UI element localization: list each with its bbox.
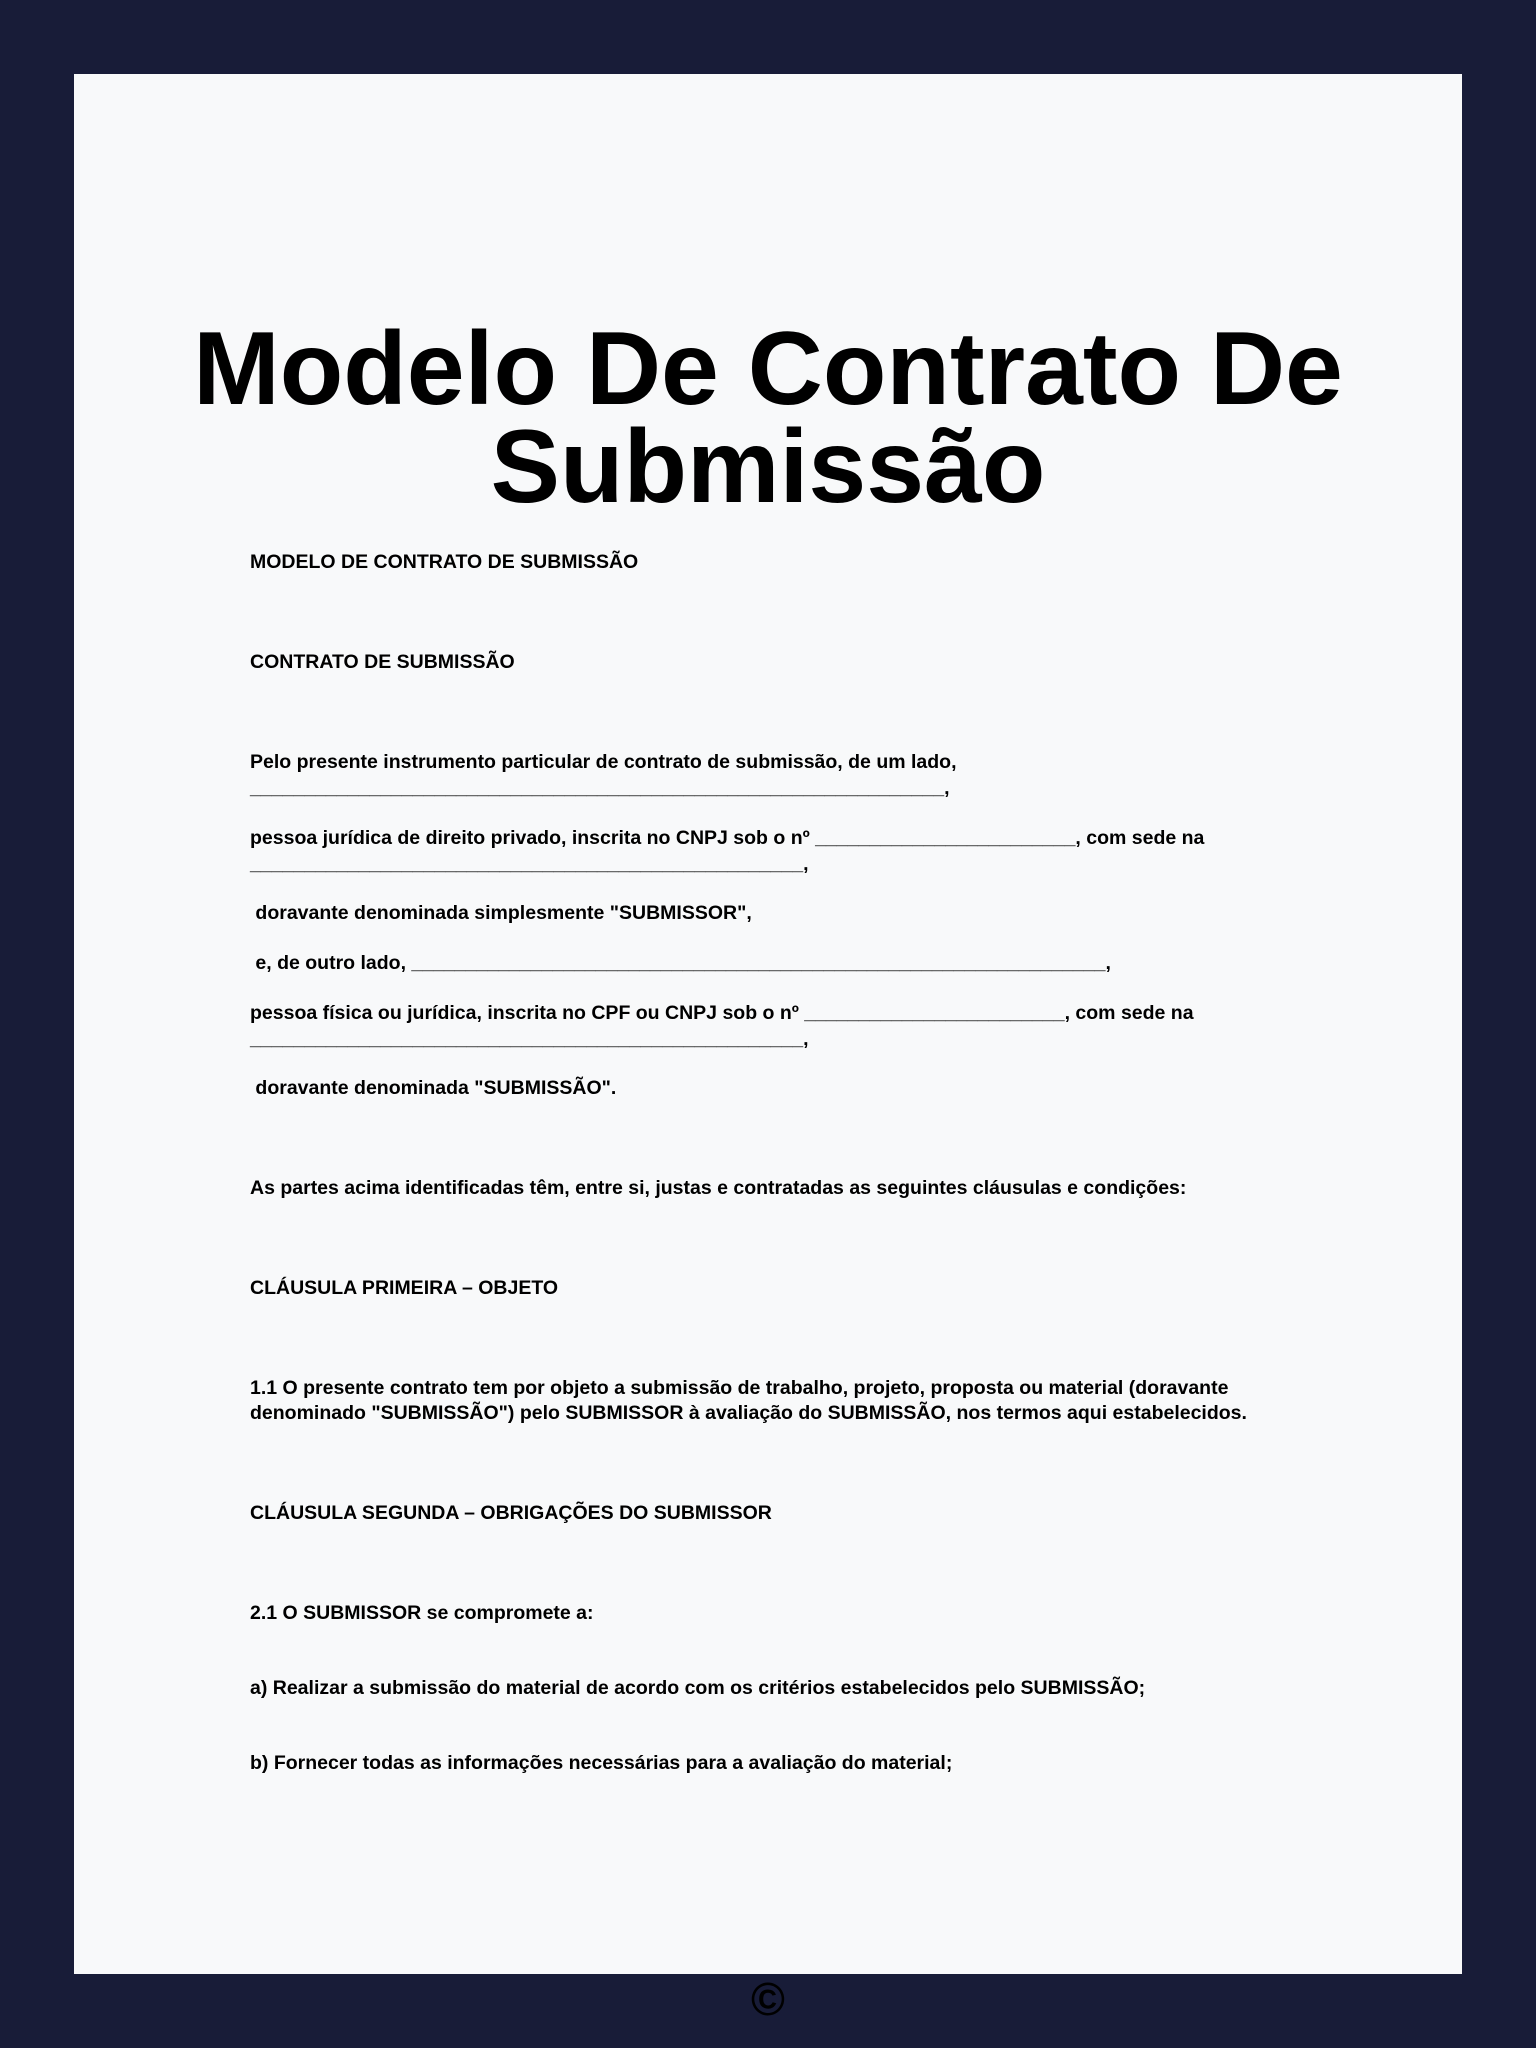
heading-modelo: MODELO DE CONTRATO DE SUBMISSÃO: [250, 551, 639, 573]
intro-line-1: Pelo presente instrumento particular de contrato de submissão, de um lado,: [250, 751, 957, 773]
clause1-text-line-2: denominado "SUBMISSÃO") pelo SUBMISSOR à avaliação do SUBMISSÃO, nos termos aqui estabelecidos.: [250, 1402, 1247, 1424]
submissor-definition: doravante denominada simplesmente "SUBMISSOR",: [250, 902, 752, 924]
clause1-heading: CLÁUSULA PRIMEIRA – OBJETO: [250, 1277, 559, 1299]
pf-blank-line: ___________________________________________________,: [250, 1028, 809, 1050]
clause2-item-a: a) Realizar a submissão do material de acordo com os critérios estabelecidos pelo SUBMISSÃO;: [250, 1677, 1146, 1699]
clause2-item-b: b) Fornecer todas as informações necessárias para a avaliação do material;: [250, 1752, 953, 1774]
partes-paragraph: As partes acima identificadas têm, entre si, justas e contratadas as seguintes cláusulas e condições:: [250, 1177, 1187, 1199]
clause2-1: 2.1 O SUBMISSOR se compromete a:: [250, 1602, 594, 1624]
submissao-definition: doravante denominada "SUBMISSÃO".: [250, 1077, 617, 1099]
title-line-1: Modelo De Contrato De: [193, 311, 1343, 427]
document-title: [74, 311, 1462, 525]
outro-lado-line: e, de outro lado, ________________________________________________________________,: [250, 952, 1111, 974]
heading-contrato: CONTRATO DE SUBMISSÃO: [250, 651, 515, 673]
pj-blank-line: ___________________________________________________,: [250, 853, 809, 875]
pj-line-1: pessoa jurídica de direito privado, inscrita no CNPJ sob o nº ________________________, com sede na: [250, 827, 1205, 849]
clause2-heading: CLÁUSULA SEGUNDA – OBRIGAÇÕES DO SUBMISSOR: [250, 1502, 772, 1524]
copyright-icon: ©: [751, 1973, 785, 2025]
title-line-2: Submissão: [490, 409, 1046, 525]
pf-line-1: pessoa física ou jurídica, inscrita no CPF ou CNPJ sob o nº ________________________, com sede na: [250, 1002, 1194, 1024]
intro-blank-line: ________________________________________________________________,: [250, 777, 950, 799]
document-page: [74, 74, 1462, 2025]
clause1-text-line-1: 1.1 O presente contrato tem por objeto a submissão de trabalho, projeto, proposta ou material (doravante: [250, 1377, 1229, 1399]
